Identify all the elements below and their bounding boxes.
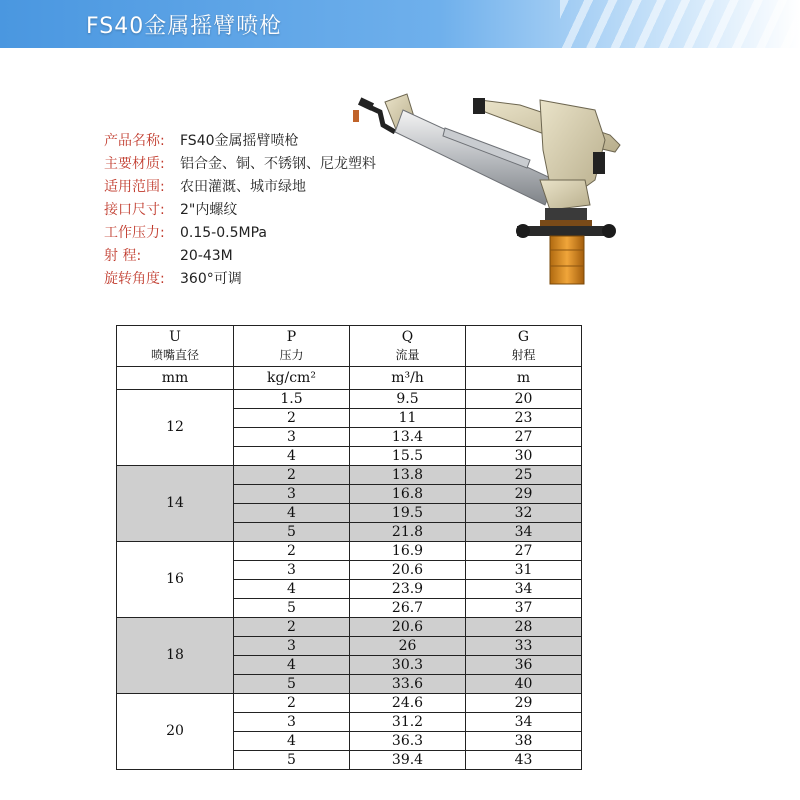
spec-label: 旋转角度: xyxy=(104,271,165,287)
flow-cell: 20.6 xyxy=(350,618,466,637)
page-title: FS40金属摇臂喷枪 xyxy=(86,14,283,39)
unit-cell: kg/cm² xyxy=(234,367,350,390)
pressure-cell: 3 xyxy=(234,561,350,580)
spec-row-rotation xyxy=(104,268,376,291)
header-cell-u xyxy=(117,326,234,367)
spec-value: 20-43M xyxy=(180,248,233,264)
pressure-cell: 2 xyxy=(234,409,350,428)
flow-cell: 20.6 xyxy=(350,561,466,580)
flow-cell: 11 xyxy=(350,409,466,428)
pressure-cell: 4 xyxy=(234,447,350,466)
nozzle-cell: 16 xyxy=(117,542,234,618)
flow-cell: 39.4 xyxy=(350,751,466,770)
spec-label: 接口尺寸: xyxy=(104,202,165,218)
spec-value: 农田灌溉、城市绿地 xyxy=(180,179,306,195)
range-cell: 38 xyxy=(466,732,582,751)
unit-cell: mm xyxy=(117,367,234,390)
header-symbol: U xyxy=(169,329,181,345)
spec-label: 工作压力: xyxy=(104,225,165,241)
flow-cell: 31.2 xyxy=(350,713,466,732)
range-cell: 27 xyxy=(466,428,582,447)
header-cell-p xyxy=(234,326,350,367)
table-unit-row xyxy=(117,367,582,390)
range-cell: 28 xyxy=(466,618,582,637)
spec-row-material xyxy=(104,153,376,176)
pressure-cell: 3 xyxy=(234,485,350,504)
table-row xyxy=(117,390,582,409)
sprinkler-gun-illustration xyxy=(345,80,655,295)
spec-list xyxy=(104,130,376,291)
header-name: 流量 xyxy=(395,348,420,362)
nozzle-cell: 12 xyxy=(117,390,234,466)
range-cell: 33 xyxy=(466,637,582,656)
table-row xyxy=(117,618,582,637)
flow-cell: 30.3 xyxy=(350,656,466,675)
header-symbol: Q xyxy=(401,329,414,345)
pressure-cell: 2 xyxy=(234,466,350,485)
header-cell-g xyxy=(466,326,582,367)
table-row xyxy=(117,466,582,485)
table-row xyxy=(117,542,582,561)
pressure-cell: 4 xyxy=(234,732,350,751)
flow-cell: 9.5 xyxy=(350,390,466,409)
flow-cell: 16.8 xyxy=(350,485,466,504)
pressure-cell: 4 xyxy=(234,580,350,599)
spec-row-range xyxy=(104,245,376,268)
range-cell: 29 xyxy=(466,485,582,504)
range-cell: 31 xyxy=(466,561,582,580)
pressure-cell: 1.5 xyxy=(234,390,350,409)
flow-cell: 15.5 xyxy=(350,447,466,466)
pressure-cell: 4 xyxy=(234,504,350,523)
flow-cell: 33.6 xyxy=(350,675,466,694)
flow-cell: 26.7 xyxy=(350,599,466,618)
pressure-cell: 2 xyxy=(234,542,350,561)
flow-cell: 23.9 xyxy=(350,580,466,599)
spec-value: FS40金属摇臂喷枪 xyxy=(180,133,299,149)
flow-cell: 13.4 xyxy=(350,428,466,447)
header-symbol: P xyxy=(286,329,297,345)
spec-row-application xyxy=(104,176,376,199)
pressure-cell: 3 xyxy=(234,713,350,732)
range-cell: 20 xyxy=(466,390,582,409)
pressure-cell: 5 xyxy=(234,751,350,770)
range-cell: 43 xyxy=(466,751,582,770)
spec-value: 0.15-0.5MPa xyxy=(180,225,267,241)
spec-row-connection xyxy=(104,199,376,222)
range-cell: 36 xyxy=(466,656,582,675)
header-stripes xyxy=(560,0,800,48)
performance-table xyxy=(116,325,582,770)
pressure-cell: 3 xyxy=(234,428,350,447)
spec-label: 射 程: xyxy=(104,248,142,264)
flow-cell: 19.5 xyxy=(350,504,466,523)
spec-label: 产品名称: xyxy=(104,133,165,149)
spec-value: 360°可调 xyxy=(180,271,242,287)
range-cell: 34 xyxy=(466,580,582,599)
nozzle-cell: 18 xyxy=(117,618,234,694)
spec-value: 铝合金、铜、不锈钢、尼龙塑料 xyxy=(180,156,376,172)
spec-label: 主要材质: xyxy=(104,156,165,172)
header-name: 压力 xyxy=(279,348,304,362)
header-symbol: G xyxy=(517,329,530,345)
flow-cell: 16.9 xyxy=(350,542,466,561)
flow-cell: 13.8 xyxy=(350,466,466,485)
header-name: 射程 xyxy=(511,348,536,362)
range-cell: 29 xyxy=(466,694,582,713)
range-cell: 32 xyxy=(466,504,582,523)
pressure-cell: 2 xyxy=(234,618,350,637)
range-cell: 27 xyxy=(466,542,582,561)
pressure-cell: 5 xyxy=(234,599,350,618)
range-cell: 30 xyxy=(466,447,582,466)
range-cell: 25 xyxy=(466,466,582,485)
pressure-cell: 2 xyxy=(234,694,350,713)
range-cell: 23 xyxy=(466,409,582,428)
range-cell: 40 xyxy=(466,675,582,694)
header-cell-q xyxy=(350,326,466,367)
header-name: 喷嘴直径 xyxy=(150,348,199,362)
unit-cell: m³/h xyxy=(350,367,466,390)
flow-cell: 36.3 xyxy=(350,732,466,751)
spec-value: 2"内螺纹 xyxy=(180,202,238,218)
page-header xyxy=(0,0,800,48)
table-header-row xyxy=(117,326,582,367)
pressure-cell: 5 xyxy=(234,675,350,694)
flow-cell: 21.8 xyxy=(350,523,466,542)
flow-cell: 24.6 xyxy=(350,694,466,713)
spec-label: 适用范围: xyxy=(104,179,165,195)
flow-cell: 26 xyxy=(350,637,466,656)
spec-row-name xyxy=(104,130,376,153)
spec-row-pressure xyxy=(104,222,376,245)
nozzle-cell: 20 xyxy=(117,694,234,770)
pressure-cell: 3 xyxy=(234,637,350,656)
pressure-cell: 4 xyxy=(234,656,350,675)
table-row xyxy=(117,694,582,713)
nozzle-cell: 14 xyxy=(117,466,234,542)
unit-cell: m xyxy=(466,367,582,390)
range-cell: 37 xyxy=(466,599,582,618)
range-cell: 34 xyxy=(466,713,582,732)
pressure-cell: 5 xyxy=(234,523,350,542)
range-cell: 34 xyxy=(466,523,582,542)
